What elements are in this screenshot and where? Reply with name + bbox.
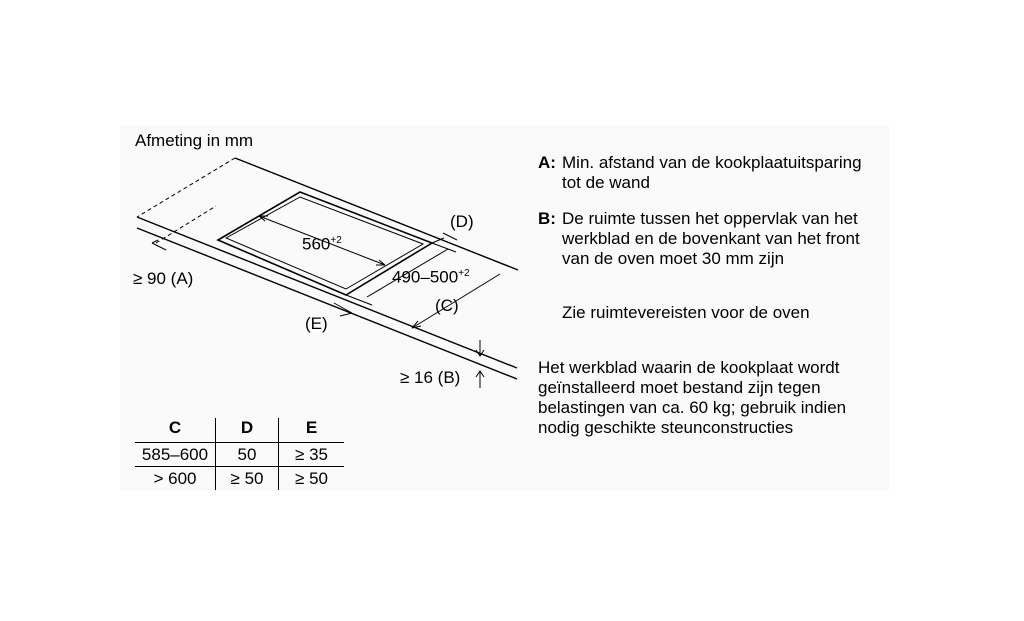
table-cell: ≥ 35: [279, 443, 345, 467]
cutout-depth-label: [392, 264, 470, 288]
cutout-width-tolerance: +2: [330, 235, 342, 246]
cutout-width-label: [302, 231, 342, 255]
table-cell: ≥ 50: [279, 467, 345, 491]
table-header-e: E: [305, 418, 318, 437]
label-a: ≥ 90 (A): [133, 269, 194, 288]
note-a: [538, 153, 908, 193]
note-a-text: Min. afstand van de kookplaatuitsparing tot de wand: [562, 153, 862, 192]
cutout-depth-tolerance: +2: [458, 268, 470, 279]
countertop-left-edge-dashed: [137, 158, 235, 217]
table-header-d: D: [216, 418, 279, 443]
label-b: ≥ 16 (B): [400, 368, 461, 387]
label-d: (D): [450, 212, 474, 231]
cutout-width-value: 560: [302, 234, 331, 254]
table-row: [135, 443, 344, 467]
table-row: [135, 467, 344, 491]
note-b: [538, 209, 908, 269]
unit-caption: Afmeting in mm: [135, 131, 254, 150]
note-a-key: A:: [538, 153, 556, 172]
dimension-table: [135, 418, 344, 490]
note-load: [538, 358, 908, 438]
note-oven: [562, 303, 932, 323]
table-cell: 50: [216, 443, 279, 467]
table-cell: > 600: [135, 467, 216, 491]
table-header-c: C: [135, 418, 216, 443]
a-dimension-line: [152, 243, 166, 250]
table-cell: ≥ 50: [216, 467, 279, 491]
table-cell: 585–600: [135, 443, 216, 467]
note-oven-text: Zie ruimtevereisten voor de oven: [562, 303, 810, 322]
cutout-depth-value: 490–500: [392, 267, 459, 287]
note-b-text: De ruimte tussen het oppervlak van het werkblad en de bovenkant van het front van de oven moet 30 mm zijn: [562, 209, 860, 268]
note-b-key: B:: [538, 209, 556, 228]
countertop-back-edge: [235, 158, 518, 270]
label-c: (C): [435, 296, 459, 315]
note-load-text: Het werkblad waarin de kookplaat wordt geïnstalleerd moet bestand zijn tegen belastingen van ca. 60 kg; gebruik indien nodig geschikte steunconstructies: [538, 358, 847, 437]
wall-line-dashed: [156, 206, 216, 243]
table-header-row: [135, 418, 344, 443]
label-e: (E): [305, 314, 328, 333]
